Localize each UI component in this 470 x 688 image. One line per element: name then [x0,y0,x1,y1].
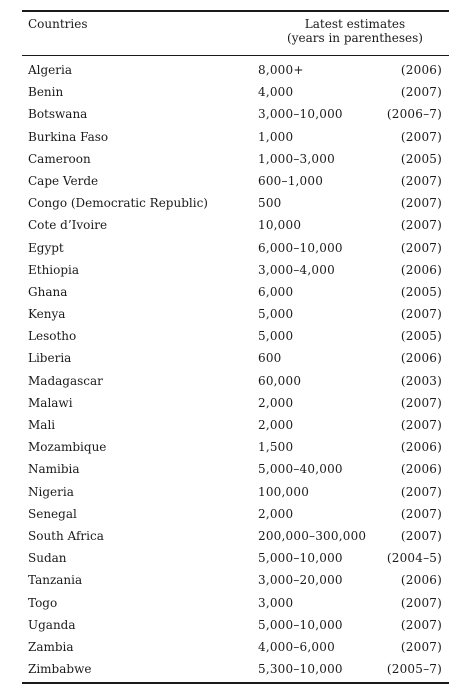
year-cell: (2007) [400,173,442,188]
table-row [0,126,470,148]
year-cell: (2007) [400,506,442,521]
year-cell: (2007) [400,307,442,322]
country-cell: Algeria [28,63,73,77]
country-cell: Mali [28,418,56,432]
table-top-rule [22,10,449,12]
country-cell: Zimbabwe [28,662,92,677]
year-cell: (2005) [400,284,442,299]
estimate-cell: 100,000 [258,484,310,499]
estimate-cell: 10,000 [258,218,302,233]
country-cell: Liberia [28,351,72,366]
country-cell: Cameroon [28,151,91,166]
year-cell: (2007) [400,129,442,144]
table-row [0,414,470,436]
year-cell: (2005) [400,329,442,344]
table-row [0,503,470,525]
estimate-cell: 600–1,000 [258,173,324,188]
table-row [0,481,470,503]
country-cell: Senegal [28,506,77,521]
table-row [0,592,470,614]
year-cell: (2005) [400,151,442,166]
estimate-cell: 500 [258,196,282,211]
country-cell: Malawi [28,395,73,410]
estimate-cell: 5,000 [258,329,294,344]
estimate-cell: 5,000–40,000 [258,462,343,477]
estimate-cell: 3,000–10,000 [258,107,343,122]
table-row [0,525,470,547]
table-row [0,214,470,236]
estimate-cell: 6,000–10,000 [258,240,343,255]
table-row [0,347,470,369]
year-cell: (2006–7) [386,107,442,122]
column-header-estimates-line1: Latest estimates [304,17,406,31]
country-cell: Tanzania [28,573,83,588]
year-cell: (2006) [400,573,442,588]
estimate-cell: 4,000 [258,85,294,100]
country-cell: Botswana [28,107,88,122]
table-row [0,569,470,591]
country-cell: Cote d’Ivoire [28,218,108,233]
estimate-cell: 4,000–6,000 [258,639,335,654]
table-row [0,458,470,480]
country-cell: Congo (Democratic Republic) [28,196,208,211]
estimate-cell: 1,500 [258,440,294,455]
column-header-countries: Countries [28,17,88,31]
column-header-estimates-line2: (years in parentheses) [287,31,423,45]
estimate-cell: 5,300–10,000 [258,662,343,677]
table-row [0,614,470,636]
estimate-cell: 200,000–300,000 [258,528,367,543]
year-cell: (2005–7) [386,662,442,677]
year-cell: (2007) [400,240,442,255]
estimate-cell: 3,000–4,000 [258,262,335,277]
country-cell: Sudan [28,551,67,566]
table-row [0,192,470,214]
country-cell: Madagascar [28,373,103,388]
year-cell: (2007) [400,639,442,654]
table-row [0,281,470,303]
table-row [0,259,470,281]
estimate-cell: 3,000 [258,595,294,610]
estimate-cell: 2,000 [258,506,294,521]
country-cell: Lesotho [28,329,77,344]
country-cell: Burkina Faso [28,129,109,144]
year-cell: (2006) [400,440,442,455]
table-row [0,658,470,680]
year-cell: (2007) [400,528,442,543]
country-cell: Ghana [28,284,68,299]
year-cell: (2007) [400,196,442,211]
table-row [0,148,470,170]
country-cell: Togo [28,595,58,610]
country-cell: Cape Verde [28,173,99,188]
column-header-estimates [270,17,440,45]
estimate-cell: 3,000–20,000 [258,573,343,588]
estimate-cell: 6,000 [258,284,294,299]
estimate-cell: 5,000 [258,307,294,322]
country-cell: Benin [28,85,64,100]
year-cell: (2006) [400,351,442,366]
year-cell: (2007) [400,418,442,432]
estimate-cell: 2,000 [258,395,294,410]
table-row [0,303,470,325]
table-row [0,325,470,347]
country-cell: Nigeria [28,484,74,499]
table-row [0,636,470,658]
year-cell: (2007) [400,85,442,100]
table-row [0,170,470,192]
estimate-cell: 1,000–3,000 [258,151,335,166]
estimate-cell: 8,000+ [258,63,304,77]
year-cell: (2006) [400,262,442,277]
table-row [0,59,470,81]
year-cell: (2007) [400,395,442,410]
year-cell: (2007) [400,218,442,233]
table-body [0,59,470,680]
country-cell: Mozambique [28,440,107,455]
year-cell: (2003) [400,373,442,388]
estimate-cell: 600 [258,351,282,366]
table-row [0,103,470,125]
country-cell: Kenya [28,307,66,322]
header-rule [22,55,449,56]
estimate-cell: 2,000 [258,418,294,432]
table-row [0,370,470,392]
estimate-cell: 60,000 [258,373,302,388]
year-cell: (2006) [400,63,442,77]
country-cell: South Africa [28,528,104,543]
year-cell: (2004–5) [386,551,442,566]
country-cell: Ethiopia [28,262,80,277]
country-cell: Zambia [28,639,74,654]
estimate-cell: 5,000–10,000 [258,551,343,566]
table-row [0,81,470,103]
table-row [0,237,470,259]
country-cell: Uganda [28,617,76,632]
country-cell: Namibia [28,462,80,477]
estimate-cell: 1,000 [258,129,294,144]
estimate-cell: 5,000–10,000 [258,617,343,632]
country-cell: Egypt [28,240,64,255]
table-row [0,392,470,414]
year-cell: (2007) [400,484,442,499]
year-cell: (2006) [400,462,442,477]
year-cell: (2007) [400,595,442,610]
table-bottom-rule [22,682,449,684]
table-row [0,547,470,569]
table-row [0,436,470,458]
year-cell: (2007) [400,617,442,632]
